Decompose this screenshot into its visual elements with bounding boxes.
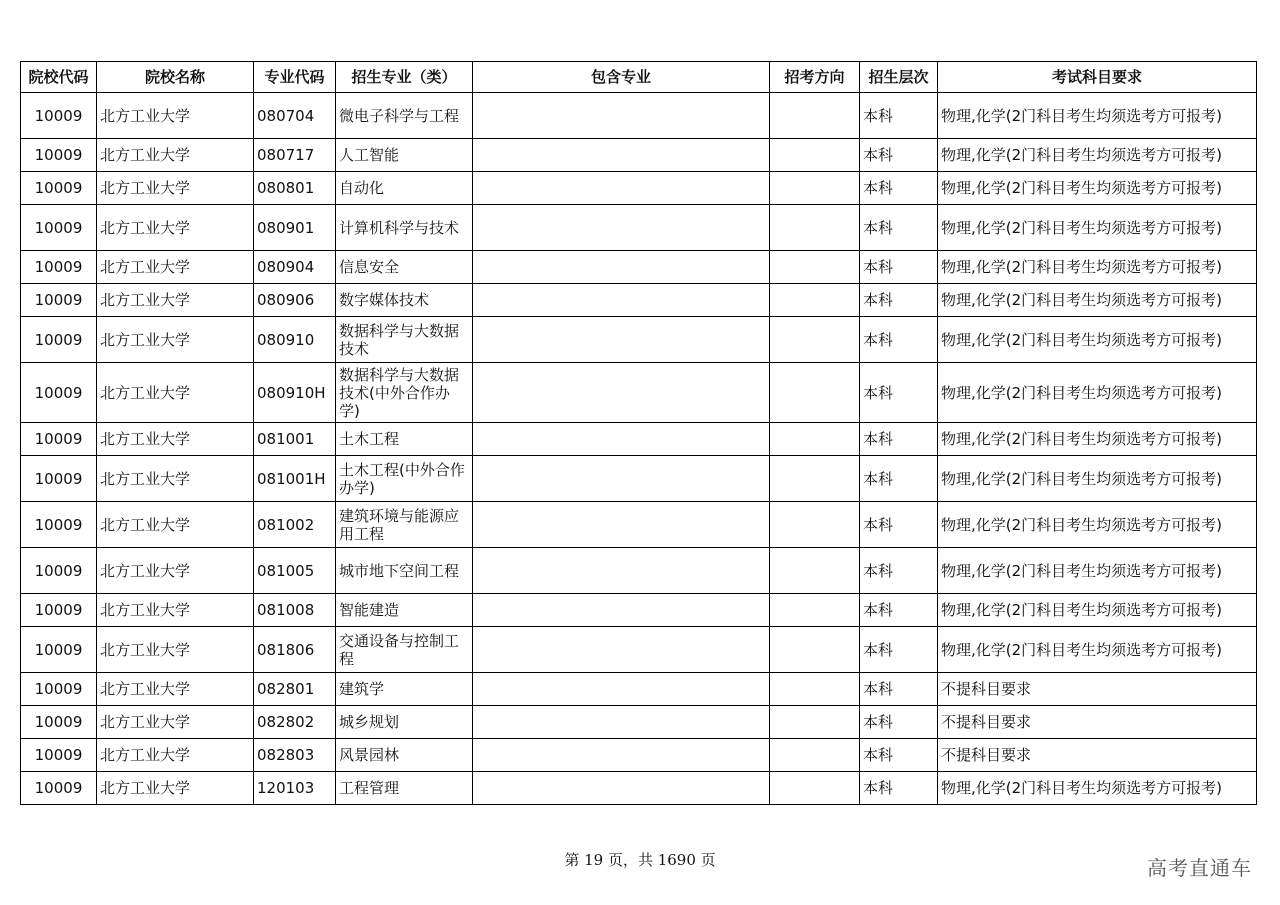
cell-major-code: 080910H: [254, 363, 336, 423]
cell-major-code: 081001H: [254, 456, 336, 502]
cell-major-code: 081001: [254, 423, 336, 456]
cell-includes: [473, 673, 770, 706]
cell-direction: [770, 706, 860, 739]
cell-requirements: 物理,化学(2门科目考生均须选考方可报考): [938, 627, 1257, 673]
cell-major: 人工智能: [336, 139, 473, 172]
cell-includes: [473, 172, 770, 205]
cell-requirements: 不提科目要求: [938, 673, 1257, 706]
cell-school-code: 10009: [21, 706, 97, 739]
cell-level: 本科: [860, 456, 938, 502]
cell-school-name: 北方工业大学: [97, 502, 254, 548]
cell-major-code: 080910: [254, 317, 336, 363]
cell-level: 本科: [860, 284, 938, 317]
header-school-name: 院校名称: [97, 62, 254, 93]
cell-level: 本科: [860, 502, 938, 548]
cell-major-code: 082801: [254, 673, 336, 706]
cell-requirements: 物理,化学(2门科目考生均须选考方可报考): [938, 205, 1257, 251]
cell-major-code: 081002: [254, 502, 336, 548]
cell-major: 信息安全: [336, 251, 473, 284]
cell-level: 本科: [860, 139, 938, 172]
cell-includes: [473, 423, 770, 456]
cell-direction: [770, 205, 860, 251]
cell-level: 本科: [860, 627, 938, 673]
cell-includes: [473, 363, 770, 423]
cell-includes: [473, 772, 770, 805]
cell-major: 城乡规划: [336, 706, 473, 739]
cell-requirements: 物理,化学(2门科目考生均须选考方可报考): [938, 251, 1257, 284]
cell-major-code: 081008: [254, 594, 336, 627]
cell-direction: [770, 772, 860, 805]
table-row: [21, 594, 1257, 627]
cell-direction: [770, 594, 860, 627]
cell-school-code: 10009: [21, 251, 97, 284]
cell-requirements: 物理,化学(2门科目考生均须选考方可报考): [938, 423, 1257, 456]
cell-school-name: 北方工业大学: [97, 594, 254, 627]
cell-school-code: 10009: [21, 456, 97, 502]
cell-school-name: 北方工业大学: [97, 772, 254, 805]
cell-major-code: 120103: [254, 772, 336, 805]
cell-direction: [770, 739, 860, 772]
table-row: [21, 627, 1257, 673]
cell-level: 本科: [860, 739, 938, 772]
cell-school-code: 10009: [21, 739, 97, 772]
cell-major: 交通设备与控制工程: [336, 627, 473, 673]
cell-includes: [473, 93, 770, 139]
cell-school-name: 北方工业大学: [97, 673, 254, 706]
cell-major: 工程管理: [336, 772, 473, 805]
page-number: 第 19 页，共 1690 页: [564, 851, 716, 869]
cell-school-code: 10009: [21, 673, 97, 706]
cell-school-name: 北方工业大学: [97, 423, 254, 456]
cell-level: 本科: [860, 363, 938, 423]
cell-includes: [473, 456, 770, 502]
cell-includes: [473, 205, 770, 251]
table-row: [21, 423, 1257, 456]
cell-requirements: 物理,化学(2门科目考生均须选考方可报考): [938, 548, 1257, 594]
cell-direction: [770, 139, 860, 172]
cell-requirements: 物理,化学(2门科目考生均须选考方可报考): [938, 93, 1257, 139]
table-row: [21, 139, 1257, 172]
cell-direction: [770, 456, 860, 502]
cell-major: 城市地下空间工程: [336, 548, 473, 594]
cell-level: 本科: [860, 205, 938, 251]
cell-school-name: 北方工业大学: [97, 317, 254, 363]
cell-school-code: 10009: [21, 93, 97, 139]
cell-major: 风景园林: [336, 739, 473, 772]
cell-major-code: 082802: [254, 706, 336, 739]
cell-level: 本科: [860, 251, 938, 284]
cell-level: 本科: [860, 772, 938, 805]
cell-requirements: 物理,化学(2门科目考生均须选考方可报考): [938, 363, 1257, 423]
cell-major: 数据科学与大数据技术: [336, 317, 473, 363]
table-row: [21, 284, 1257, 317]
cell-direction: [770, 172, 860, 205]
cell-school-name: 北方工业大学: [97, 205, 254, 251]
cell-includes: [473, 284, 770, 317]
cell-school-name: 北方工业大学: [97, 363, 254, 423]
cell-major: 数据科学与大数据技术(中外合作办学): [336, 363, 473, 423]
cell-direction: [770, 284, 860, 317]
header-direction: 招考方向: [770, 62, 860, 93]
table-row: [21, 205, 1257, 251]
cell-school-name: 北方工业大学: [97, 284, 254, 317]
cell-level: 本科: [860, 548, 938, 594]
cell-level: 本科: [860, 673, 938, 706]
cell-requirements: 物理,化学(2门科目考生均须选考方可报考): [938, 772, 1257, 805]
cell-major: 土木工程(中外合作办学): [336, 456, 473, 502]
cell-major-code: 082803: [254, 739, 336, 772]
table-row: [21, 172, 1257, 205]
cell-major: 微电子科学与工程: [336, 93, 473, 139]
cell-requirements: 不提科目要求: [938, 706, 1257, 739]
table-row: [21, 673, 1257, 706]
cell-level: 本科: [860, 172, 938, 205]
table-header-row: [21, 62, 1257, 93]
cell-major-code: 080904: [254, 251, 336, 284]
cell-school-code: 10009: [21, 548, 97, 594]
cell-requirements: 物理,化学(2门科目考生均须选考方可报考): [938, 284, 1257, 317]
watermark-logo-text: 高考直通车: [1147, 856, 1252, 880]
cell-direction: [770, 502, 860, 548]
header-level: 招生层次: [860, 62, 938, 93]
cell-school-name: 北方工业大学: [97, 139, 254, 172]
header-school-code: 院校代码: [21, 62, 97, 93]
cell-school-code: 10009: [21, 172, 97, 205]
cell-requirements: 物理,化学(2门科目考生均须选考方可报考): [938, 317, 1257, 363]
cell-requirements: 物理,化学(2门科目考生均须选考方可报考): [938, 594, 1257, 627]
admissions-table: [20, 61, 1257, 805]
cell-major: 数字媒体技术: [336, 284, 473, 317]
table-row: [21, 502, 1257, 548]
cell-includes: [473, 706, 770, 739]
cell-school-code: 10009: [21, 502, 97, 548]
cell-direction: [770, 251, 860, 284]
cell-school-name: 北方工业大学: [97, 627, 254, 673]
table-row: [21, 548, 1257, 594]
cell-school-code: 10009: [21, 363, 97, 423]
cell-requirements: 物理,化学(2门科目考生均须选考方可报考): [938, 502, 1257, 548]
cell-includes: [473, 548, 770, 594]
cell-requirements: 不提科目要求: [938, 739, 1257, 772]
table-row: [21, 317, 1257, 363]
cell-includes: [473, 739, 770, 772]
cell-major-code: 080704: [254, 93, 336, 139]
cell-major-code: 080801: [254, 172, 336, 205]
cell-includes: [473, 502, 770, 548]
cell-school-code: 10009: [21, 594, 97, 627]
cell-includes: [473, 251, 770, 284]
cell-level: 本科: [860, 317, 938, 363]
cell-level: 本科: [860, 423, 938, 456]
cell-direction: [770, 548, 860, 594]
cell-school-code: 10009: [21, 284, 97, 317]
cell-school-code: 10009: [21, 627, 97, 673]
cell-major: 建筑学: [336, 673, 473, 706]
cell-includes: [473, 594, 770, 627]
cell-direction: [770, 673, 860, 706]
cell-direction: [770, 423, 860, 456]
cell-major: 计算机科学与技术: [336, 205, 473, 251]
cell-level: 本科: [860, 706, 938, 739]
cell-major-code: 081806: [254, 627, 336, 673]
cell-direction: [770, 627, 860, 673]
cell-requirements: 物理,化学(2门科目考生均须选考方可报考): [938, 172, 1257, 205]
cell-major-code: 080901: [254, 205, 336, 251]
table-row: [21, 706, 1257, 739]
cell-school-name: 北方工业大学: [97, 706, 254, 739]
cell-includes: [473, 317, 770, 363]
cell-major-code: 081005: [254, 548, 336, 594]
cell-direction: [770, 363, 860, 423]
cell-school-code: 10009: [21, 317, 97, 363]
cell-school-code: 10009: [21, 772, 97, 805]
table-row: [21, 363, 1257, 423]
cell-school-name: 北方工业大学: [97, 93, 254, 139]
header-requirements: 考试科目要求: [938, 62, 1257, 93]
cell-major: 土木工程: [336, 423, 473, 456]
cell-major: 自动化: [336, 172, 473, 205]
header-major-code: 专业代码: [254, 62, 336, 93]
cell-level: 本科: [860, 93, 938, 139]
header-major: 招生专业（类）: [336, 62, 473, 93]
cell-requirements: 物理,化学(2门科目考生均须选考方可报考): [938, 139, 1257, 172]
cell-school-name: 北方工业大学: [97, 456, 254, 502]
cell-school-name: 北方工业大学: [97, 739, 254, 772]
table-row: [21, 772, 1257, 805]
cell-school-code: 10009: [21, 423, 97, 456]
cell-includes: [473, 627, 770, 673]
cell-school-name: 北方工业大学: [97, 172, 254, 205]
cell-school-code: 10009: [21, 205, 97, 251]
cell-school-name: 北方工业大学: [97, 548, 254, 594]
table-row: [21, 739, 1257, 772]
cell-requirements: 物理,化学(2门科目考生均须选考方可报考): [938, 456, 1257, 502]
cell-major-code: 080717: [254, 139, 336, 172]
table-row: [21, 251, 1257, 284]
cell-school-name: 北方工业大学: [97, 251, 254, 284]
cell-direction: [770, 317, 860, 363]
cell-level: 本科: [860, 594, 938, 627]
cell-school-code: 10009: [21, 139, 97, 172]
header-includes: 包含专业: [473, 62, 770, 93]
cell-includes: [473, 139, 770, 172]
cell-major: 建筑环境与能源应用工程: [336, 502, 473, 548]
cell-direction: [770, 93, 860, 139]
table-row: [21, 456, 1257, 502]
table-row: [21, 93, 1257, 139]
cell-major: 智能建造: [336, 594, 473, 627]
cell-major-code: 080906: [254, 284, 336, 317]
